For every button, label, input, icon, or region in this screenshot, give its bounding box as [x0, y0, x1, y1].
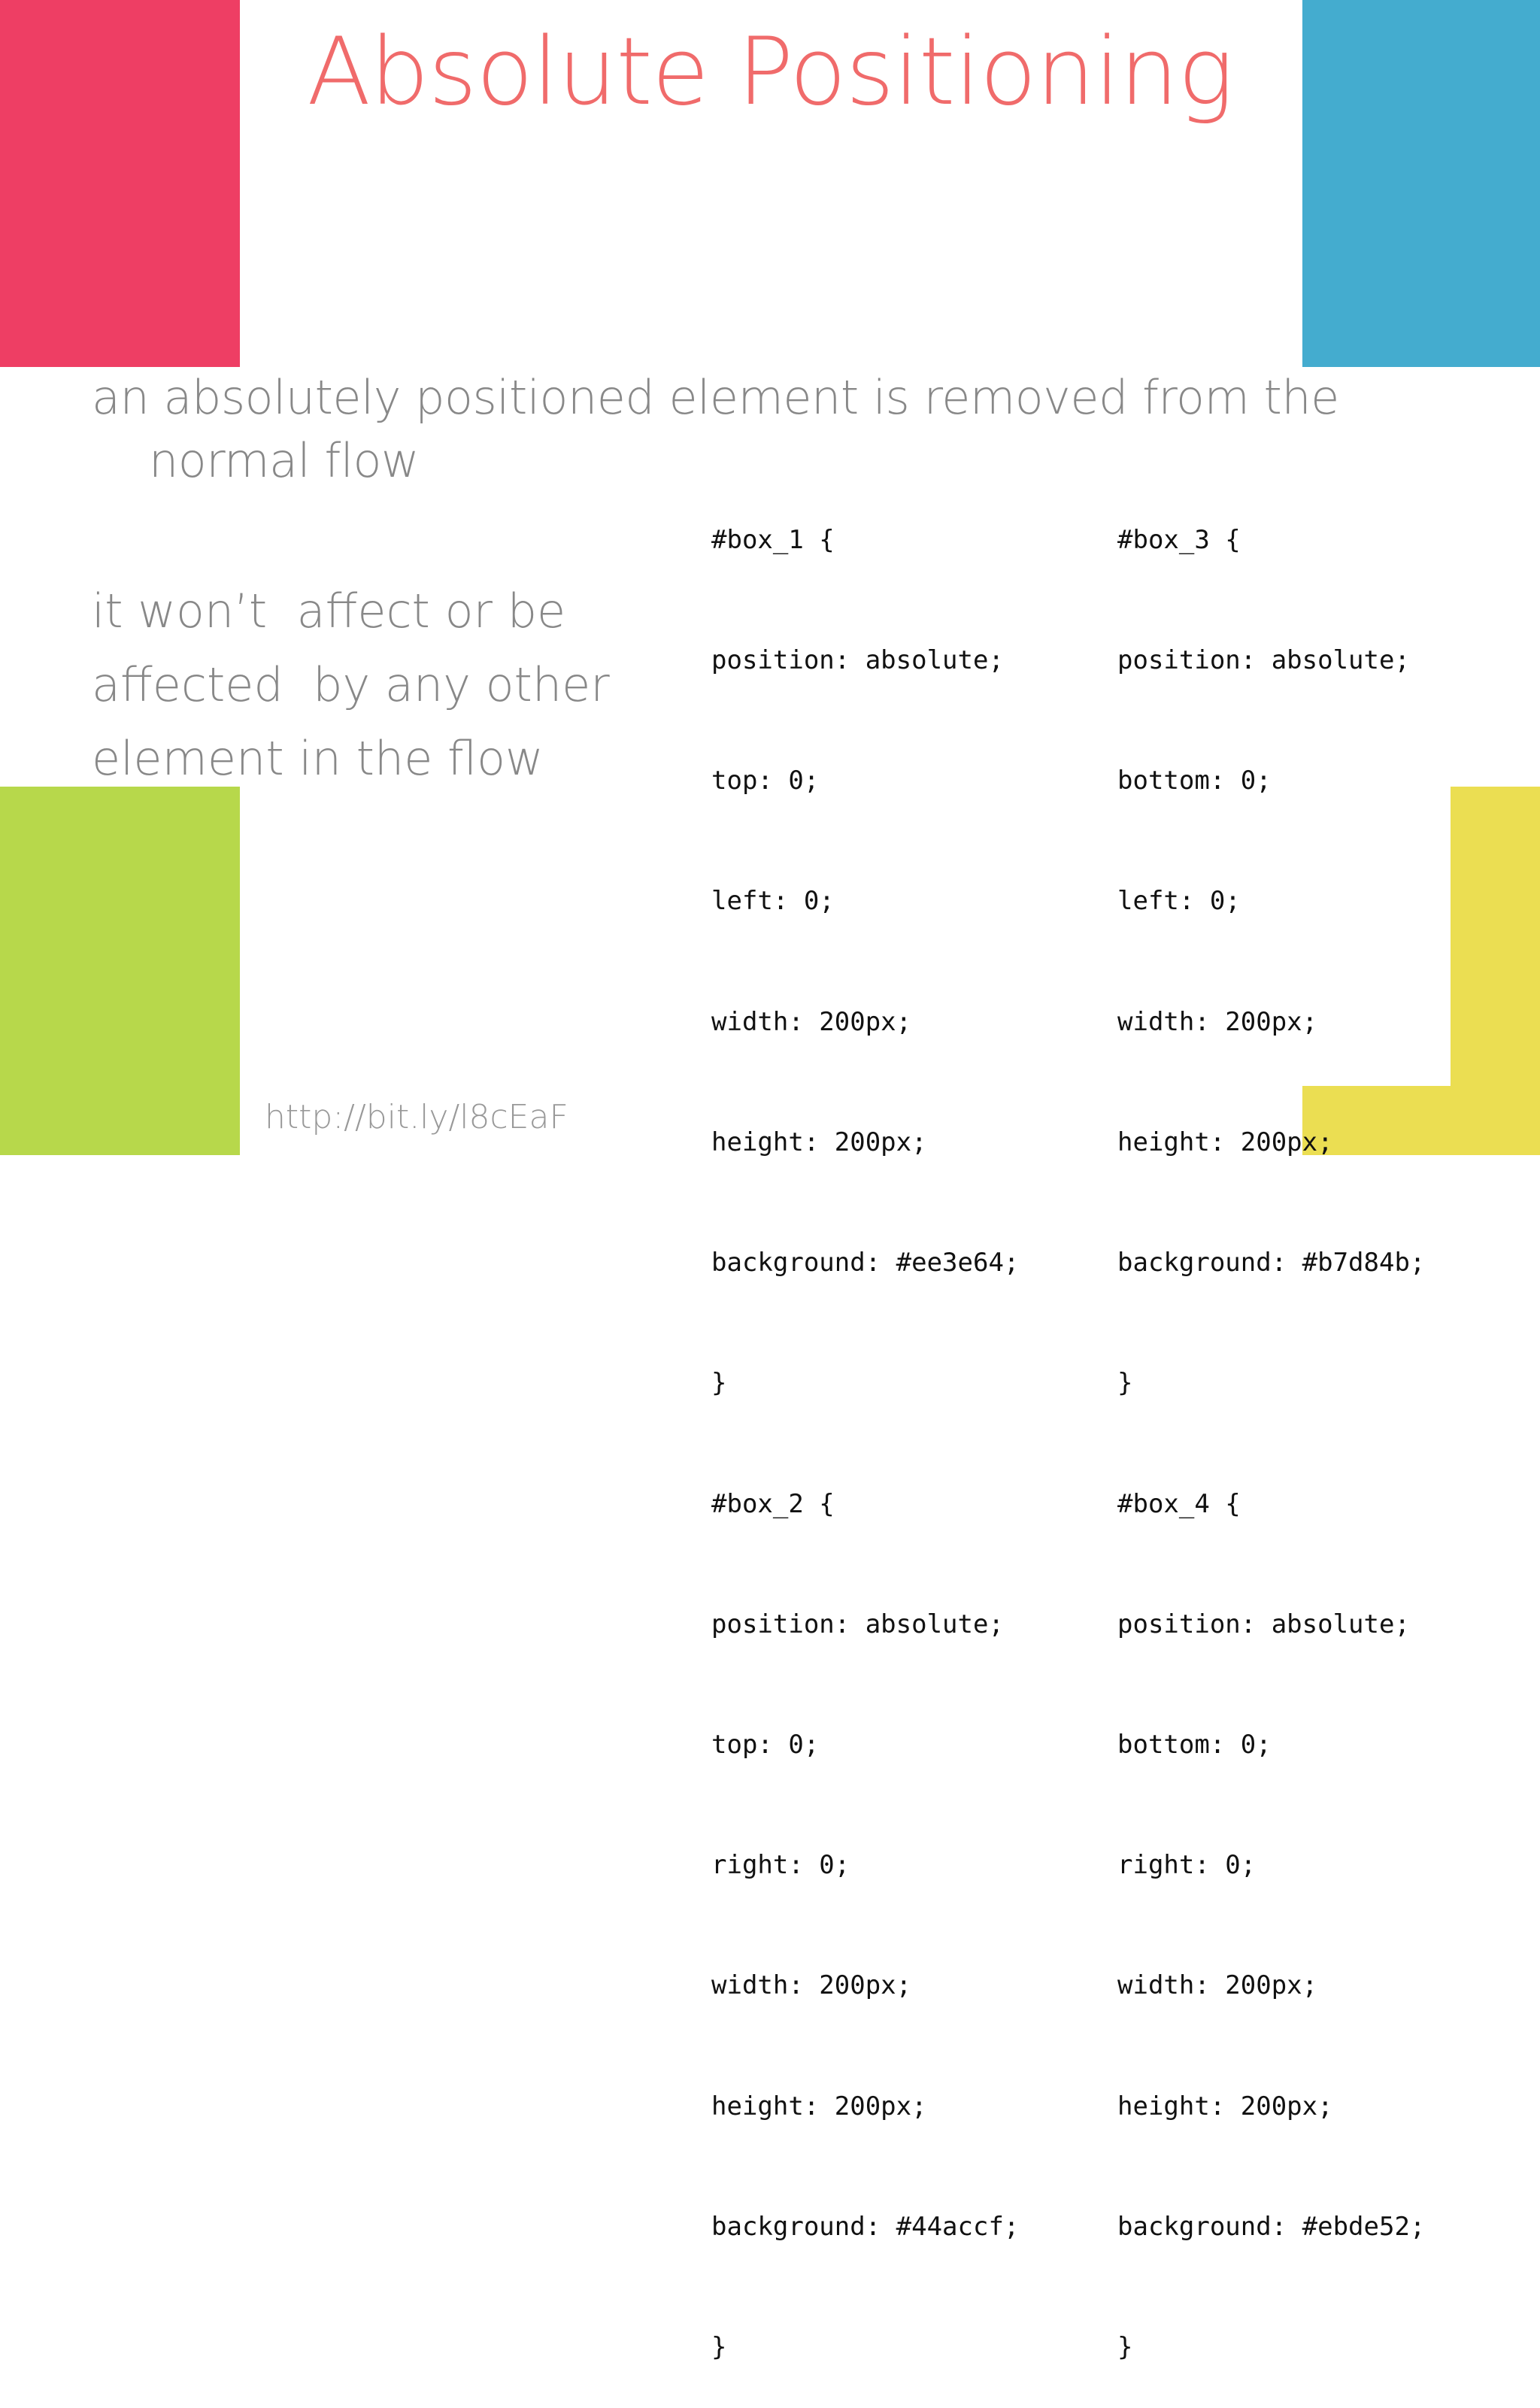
- code-line: position: absolute;: [1117, 1609, 1410, 1639]
- code-line: position: absolute;: [1117, 645, 1410, 676]
- code-line: right: 0;: [711, 1850, 850, 1881]
- code-line: bottom: 0;: [1117, 766, 1272, 796]
- code-line: top: 0;: [711, 766, 820, 796]
- slide-title: Absolute Positioning: [307, 18, 1233, 126]
- code-line: left: 0;: [1117, 886, 1241, 917]
- code-line: right: 0;: [1117, 1850, 1257, 1881]
- code-line: top: 0;: [711, 1730, 820, 1760]
- code-line: }: [1117, 1368, 1133, 1399]
- code-line: background: #b7d84b;: [1117, 1248, 1426, 1278]
- code-block-right: [1117, 440, 1425, 2408]
- code-line: width: 200px;: [1117, 1970, 1318, 2001]
- code-line: bottom: 0;: [1117, 1730, 1272, 1760]
- code-line: }: [711, 1368, 727, 1399]
- code-line: height: 200px;: [711, 1127, 927, 1157]
- code-line: #box_4 {: [1117, 1488, 1241, 1519]
- paragraph-2-line: element in the flow: [92, 731, 544, 786]
- code-line: #box_3 {: [1117, 524, 1241, 555]
- code-line: width: 200px;: [711, 1970, 912, 2001]
- code-line: #box_2 {: [711, 1488, 835, 1519]
- green-corner-box: [0, 787, 240, 1155]
- code-line: height: 200px;: [1117, 2091, 1333, 2121]
- code-line: }: [711, 2332, 727, 2363]
- code-line: position: absolute;: [711, 1609, 1004, 1639]
- code-line: width: 200px;: [1117, 1006, 1318, 1037]
- paragraph-2-line: it won’t affect or be: [92, 584, 566, 638]
- code-line: background: #ee3e64;: [711, 1248, 1020, 1278]
- paragraph-2-line: affected by any other: [92, 657, 610, 712]
- code-line: position: absolute;: [711, 645, 1004, 676]
- body-line-1-continued: normal flow: [149, 433, 420, 488]
- code-line: }: [1117, 2332, 1133, 2363]
- code-line: background: #ebde52;: [1117, 2211, 1426, 2242]
- code-line: #box_1 {: [711, 524, 835, 555]
- code-line: left: 0;: [711, 886, 835, 917]
- source-link[interactable]: http://bit.ly/l8cEaF: [265, 1098, 568, 1136]
- body-paragraph-2: [92, 575, 610, 796]
- body-line-1: an absolutely positioned element is removed from the: [92, 370, 1339, 425]
- code-block-left: [711, 440, 1019, 2408]
- code-line: width: 200px;: [711, 1006, 912, 1037]
- code-line: height: 200px;: [711, 2091, 927, 2121]
- code-line: height: 200px;: [1117, 1127, 1333, 1157]
- code-line: background: #44accf;: [711, 2211, 1020, 2242]
